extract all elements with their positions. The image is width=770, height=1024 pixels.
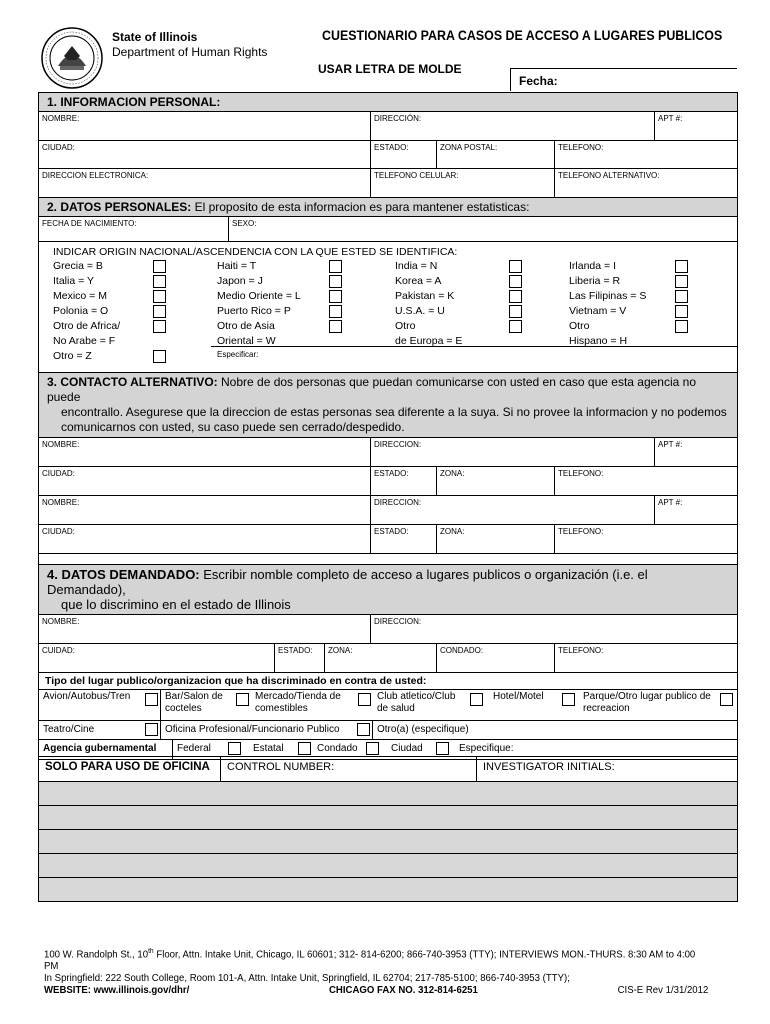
origin-haiti: Haiti = T — [217, 260, 257, 272]
origin-otro-hispano-l1: Otro — [569, 320, 590, 332]
s1-apt-field[interactable] — [655, 112, 737, 140]
section-3-title — [39, 373, 737, 438]
s1-apt-label: APT #: — [658, 114, 683, 123]
origin-pakistan: Pakistan = K — [395, 290, 455, 302]
tipo-otro-cell — [373, 721, 737, 739]
tipo-hotel-label: Hotel/Motel — [493, 691, 544, 702]
origin-otro-africa-l2: No Arabe = F — [53, 335, 116, 347]
checkbox-teatro[interactable] — [145, 723, 158, 736]
s4-estado-label: ESTADO: — [278, 646, 313, 655]
agencia-federal-label: Federal — [177, 743, 211, 754]
checkbox-bar[interactable] — [236, 693, 249, 706]
office-row-1[interactable] — [39, 782, 737, 806]
checkbox-condado[interactable] — [366, 742, 379, 755]
checkbox-india[interactable] — [509, 260, 522, 273]
origin-otro-africa-l1: Otro de Africa/ — [53, 320, 121, 332]
checkbox-mercado[interactable] — [358, 693, 371, 706]
footer-fax: CHICAGO FAX NO. 312-814-6251 — [329, 985, 478, 997]
origin-otro-europa-l1: Otro — [395, 320, 416, 332]
origin-puerto-rico: Puerto Rico = P — [217, 305, 291, 317]
print-instruction: USAR LETRA DE MOLDE — [318, 62, 462, 76]
origin-otro-asia-l2: Oriental = W — [217, 335, 276, 347]
tipo-bar-l2: cocteles — [165, 703, 202, 714]
s3-estado-2-label: ESTADO: — [374, 527, 409, 536]
s1-celular-field[interactable] — [371, 169, 555, 197]
s4-zona-field[interactable] — [325, 644, 437, 672]
control-number-field[interactable] — [221, 757, 477, 781]
s1-ciudad-field[interactable] — [39, 141, 371, 168]
checkbox-grecia[interactable] — [153, 260, 166, 273]
tipo-lugar-title: Tipo del lugar publico/organizacion que ha discriminado en contra de usted: — [39, 673, 737, 690]
checkbox-federal[interactable] — [228, 742, 241, 755]
checkbox-otro-europa[interactable] — [509, 320, 522, 333]
tipo-avion-label: Avion/Autobus/Tren — [43, 691, 131, 702]
section-2-heading: 2. DATOS PERSONALES: — [47, 200, 192, 214]
tipo-hotel-cell — [485, 690, 577, 720]
checkbox-otro-z[interactable] — [153, 350, 166, 363]
footer-line1-a: 100 W. Randolph St., 10 — [44, 949, 149, 961]
s4-zona-label: ZONA: — [328, 646, 353, 655]
tipo-parque-l2: recreacion — [583, 703, 630, 714]
especificar-label: Especificar: — [217, 350, 259, 359]
s1-telefono-field[interactable] — [555, 141, 737, 168]
s2-fecha-label: FECHA DE NACIMIENTO: — [42, 219, 137, 228]
section-3-heading: 3. CONTACTO ALTERNATIVO: — [47, 375, 218, 389]
origin-italia: Italia = Y — [53, 275, 94, 287]
tipo-row-1 — [39, 690, 737, 721]
state-name: State of Illinois — [112, 30, 198, 44]
s1-email-label: DIRECCION ELECTRONICA: — [42, 171, 149, 180]
s3-nombre-2-label: NOMBRE: — [42, 498, 80, 507]
s3-direccion-2-field[interactable] — [371, 496, 655, 524]
tipo-oficina-cell — [161, 721, 373, 739]
section-1-title: 1. INFORMACION PERSONAL: — [39, 93, 737, 112]
agencia-ciudad-label: Ciudad — [391, 743, 423, 754]
tipo-club-cell — [373, 690, 485, 720]
origin-mexico: Mexico = M — [53, 290, 107, 302]
s1-zona-label: ZONA POSTAL: — [440, 143, 498, 152]
checkbox-hotel[interactable] — [562, 693, 575, 706]
s4-direccion-label: DIRECCION: — [374, 617, 422, 626]
origin-vietnam: Vietnam = V — [569, 305, 627, 317]
s3-telefono-2-label: TELEFONO: — [558, 527, 604, 536]
checkbox-polonia[interactable] — [153, 305, 166, 318]
s3-apt-1-field[interactable] — [655, 438, 737, 466]
section-3-note-l3: comunicarnos con usted, su caso puede sen cerrado/despedido. — [61, 420, 405, 434]
s3-zona-1-label: ZONA: — [440, 469, 465, 478]
footer-website: WEBSITE: www.illinois.gov/dhr/ — [44, 985, 190, 997]
origin-title: INDICAR ORIGIN NACIONAL/ASCENDENCIA CON LA QUE ESTED SE IDENTIFICA: — [53, 246, 458, 258]
origin-grecia: Grecia = B — [53, 260, 103, 272]
investigator-initials-field[interactable] — [477, 757, 737, 781]
footer-line1-sup: th — [148, 948, 154, 955]
s4-condado-label: CONDADO: — [440, 646, 484, 655]
checkbox-club[interactable] — [470, 693, 483, 706]
s3-nombre-2-field[interactable] — [39, 496, 371, 524]
origin-india: India = N — [395, 260, 438, 272]
checkbox-otro-asia[interactable] — [329, 320, 342, 333]
department-name: Department of Human Rights — [112, 45, 268, 59]
s1-alt-phone-field[interactable] — [555, 169, 737, 197]
checkbox-haiti[interactable] — [329, 260, 342, 273]
s4-nombre-field[interactable] — [39, 615, 371, 643]
origin-section — [39, 242, 737, 373]
tipo-bar-l1: Bar/Salon de — [165, 691, 223, 702]
tipo-club-l1: Club atletico/Club — [377, 691, 456, 702]
office-row-5[interactable] — [39, 878, 737, 901]
s3-zona-2-field[interactable] — [437, 525, 555, 553]
agencia-condado-label: Condado — [317, 743, 358, 754]
footer-chicago-address — [44, 946, 708, 973]
origin-otro-hispano-l2: Hispano = H — [569, 335, 628, 347]
s1-celular-label: TELEFONO CELULAR: — [374, 171, 459, 180]
section-3-note-l2: encontrallo. Asegurese que la direccion de estas personas sea diferente a la suya. Si no provee la informacion y no podemos — [61, 405, 727, 419]
origin-usa: U.S.A. = U — [395, 305, 445, 317]
s1-estado-field[interactable] — [371, 141, 437, 168]
checkbox-puerto-rico[interactable] — [329, 305, 342, 318]
s3-direccion-1-label: DIRECCION: — [374, 440, 422, 449]
s3-ciudad-2-label: CIUDAD: — [42, 527, 75, 536]
checkbox-estatal[interactable] — [298, 742, 311, 755]
s4-estado-field[interactable] — [275, 644, 325, 672]
s3-nombre-1-label: NOMBRE: — [42, 440, 80, 449]
origin-liberia: Liberia = R — [569, 275, 621, 287]
tipo-mercado-l1: Mercado/Tienda de — [255, 691, 341, 702]
checkbox-mexico[interactable] — [153, 290, 166, 303]
office-row-4[interactable] — [39, 854, 737, 878]
tipo-mercado-l2: comestibles — [255, 703, 308, 714]
agencia-label: Agencia gubernamental — [39, 740, 173, 759]
s1-ciudad-label: CIUDAD: — [42, 143, 75, 152]
section-4-heading: 4. DATOS DEMANDADO: — [47, 567, 200, 582]
s3-estado-1-field[interactable] — [371, 467, 437, 495]
tipo-bar-cell — [161, 690, 251, 720]
section-4-note-l1: Escribir nomble completo de acceso a lugares publicos o organización (i.e. el Demandado), — [47, 567, 648, 597]
checkbox-otro-hispano[interactable] — [675, 320, 688, 333]
s1-direccion-label: DIRECCIÓN: — [374, 114, 422, 123]
especificar-divider — [211, 346, 737, 347]
s4-direccion-field[interactable] — [371, 615, 737, 643]
tipo-otro-label: Otro(a) (especifique) — [377, 724, 469, 735]
checkbox-otro-africa[interactable] — [153, 320, 166, 333]
s4-cuidad-label: CUIDAD: — [42, 646, 75, 655]
office-row-3[interactable] — [39, 830, 737, 854]
office-use-table — [38, 756, 738, 902]
footer-springfield-address: In Springfield: 222 South College, Room 101-A, Attn. Intake Unit, Springfield, IL 62704; 217-785-5100; 866-740-3953 (TTY); — [44, 973, 570, 985]
s2-sexo-field[interactable] — [229, 217, 737, 241]
date-field[interactable] — [510, 68, 737, 91]
s3-ciudad-1-label: CIUDAD: — [42, 469, 75, 478]
s1-alt-phone-label: TELEFONO ALTERNATIVO: — [558, 171, 660, 180]
office-use-title: SOLO PARA USO DE OFICINA — [39, 757, 221, 781]
origin-japon: Japon = J — [217, 275, 263, 287]
origin-otro-z: Otro = Z — [53, 350, 92, 362]
s3-ciudad-1-field[interactable] — [39, 467, 371, 495]
s1-estado-label: ESTADO: — [374, 143, 409, 152]
control-number-label: CONTROL NUMBER: — [227, 761, 335, 773]
checkbox-irlanda[interactable] — [675, 260, 688, 273]
tipo-teatro-label: Teatro/Cine — [43, 724, 95, 735]
tipo-mercado-cell — [251, 690, 373, 720]
s2-sexo-label: SEXO: — [232, 219, 257, 228]
s3-telefono-2-field[interactable] — [555, 525, 737, 553]
s4-condado-field[interactable] — [437, 644, 555, 672]
s1-zona-field[interactable] — [437, 141, 555, 168]
agencia-estatal-label: Estatal — [253, 743, 284, 754]
section-4-note-l2: que lo discrimino en el estado de Illinois — [61, 597, 291, 612]
office-row-2[interactable] — [39, 806, 737, 830]
date-label: Fecha: — [519, 74, 558, 88]
s3-telefono-1-label: TELEFONO: — [558, 469, 604, 478]
origin-medio-oriente: Medio Oriente = L — [217, 290, 301, 302]
s3-apt-2-field[interactable] — [655, 496, 737, 524]
footer — [44, 946, 708, 997]
s1-nombre-field[interactable] — [39, 112, 371, 140]
checkbox-usa[interactable] — [509, 305, 522, 318]
section-4-title — [39, 564, 737, 615]
s4-telefono-label: TELEFONO: — [558, 646, 604, 655]
checkbox-parque[interactable] — [720, 693, 733, 706]
checkbox-medio-oriente[interactable] — [329, 290, 342, 303]
checkbox-italia[interactable] — [153, 275, 166, 288]
footer-line1-b: Floor, Attn. Intake Unit, Chicago, IL 60601; 312- 814-6200; 866-740-3953 (TTY); INTERVIEWS MON.-THURS. 8:30 AM to 4:00 PM — [44, 949, 696, 973]
section-2-title — [39, 198, 737, 217]
origin-irlanda: Irlanda = I — [569, 260, 616, 272]
origin-korea: Korea = A — [395, 275, 442, 287]
s3-zona-2-label: ZONA: — [440, 527, 465, 536]
checkbox-vietnam[interactable] — [675, 305, 688, 318]
origin-otro-asia-l1: Otro de Asia — [217, 320, 275, 332]
checkbox-avion[interactable] — [145, 693, 158, 706]
s3-apt-1-label: APT #: — [658, 440, 683, 449]
s3-apt-2-label: APT #: — [658, 498, 683, 507]
s3-telefono-1-field[interactable] — [555, 467, 737, 495]
tipo-parque-l1: Parque/Otro lugar publico de — [583, 691, 711, 702]
section-2-note: El proposito de esta informacion es para mantener estatisticas: — [191, 200, 530, 214]
checkbox-ciudad[interactable] — [436, 742, 449, 755]
tipo-parque-cell — [577, 690, 737, 720]
checkbox-pakistan[interactable] — [509, 290, 522, 303]
s3-direccion-1-field[interactable] — [371, 438, 655, 466]
questionnaire-form — [38, 92, 738, 760]
s1-telefono-label: TELEFONO: — [558, 143, 604, 152]
checkbox-filipinas[interactable] — [675, 290, 688, 303]
illinois-state-seal — [40, 26, 104, 90]
tipo-club-l2: de salud — [377, 703, 415, 714]
investigator-initials-label: INVESTIGATOR INITIALS: — [483, 761, 615, 773]
s4-nombre-label: NOMBRE: — [42, 617, 80, 626]
s3-nombre-1-field[interactable] — [39, 438, 371, 466]
tipo-avion-cell — [39, 690, 161, 720]
s3-estado-1-label: ESTADO: — [374, 469, 409, 478]
tipo-oficina-label: Oficina Profesional/Funcionario Publico — [165, 724, 340, 735]
s3-estado-2-field[interactable] — [371, 525, 437, 553]
checkbox-korea[interactable] — [509, 275, 522, 288]
s3-direccion-2-label: DIRECCION: — [374, 498, 422, 507]
s3-ciudad-2-field[interactable] — [39, 525, 371, 553]
footer-revision: CIS-E Rev 1/31/2012 — [617, 985, 709, 997]
s4-cuidad-field[interactable] — [39, 644, 275, 672]
s4-telefono-field[interactable] — [555, 644, 737, 672]
origin-polonia: Polonia = O — [53, 305, 109, 317]
s2-fecha-nacimiento-field[interactable] — [39, 217, 229, 241]
form-title: CUESTIONARIO PARA CASOS DE ACCESO A LUGARES PUBLICOS — [322, 28, 723, 43]
s1-direccion-field[interactable] — [371, 112, 655, 140]
s1-email-field[interactable] — [39, 169, 371, 197]
tipo-teatro-cell — [39, 721, 161, 739]
checkbox-japon[interactable] — [329, 275, 342, 288]
s1-nombre-label: NOMBRE: — [42, 114, 80, 123]
agencia-especifique-label: Especifique: — [459, 743, 514, 754]
tipo-row-2 — [39, 721, 737, 740]
origin-otro-europa-l2: de Europa = E — [395, 335, 463, 347]
s3-zona-1-field[interactable] — [437, 467, 555, 495]
origin-filipinas: Las Filipinas = S — [569, 290, 647, 302]
checkbox-liberia[interactable] — [675, 275, 688, 288]
section-3-note-l1: Nobre de dos personas que puedan comunicarse con usted en caso que esta agencia no puede — [47, 375, 697, 404]
checkbox-oficina[interactable] — [357, 723, 370, 736]
